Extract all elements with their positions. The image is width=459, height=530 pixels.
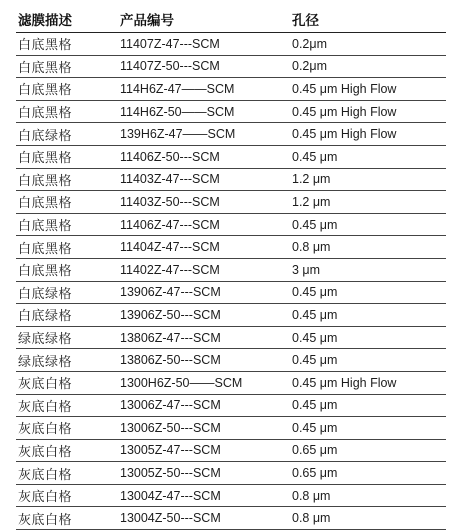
- row-pore: 0.2μm: [292, 36, 327, 51]
- row-description: 绿底绿格: [18, 354, 73, 370]
- row-description: 白底黑格: [18, 38, 73, 54]
- row-code: 11402Z-47---SCM: [120, 262, 220, 277]
- row-code: 11406Z-50---SCM: [120, 149, 220, 164]
- table-row: [16, 33, 446, 56]
- table-row: [16, 101, 446, 124]
- table-row: [16, 259, 446, 282]
- row-code: 13806Z-50---SCM: [120, 353, 221, 368]
- row-pore: 0.45 μm: [292, 420, 338, 435]
- row-pore: 0.45 μm: [292, 149, 338, 164]
- row-code: 13006Z-47---SCM: [120, 398, 221, 413]
- row-description: 白底黑格: [18, 106, 73, 122]
- table-row: [16, 78, 446, 101]
- row-pore: 0.45 μm: [292, 398, 338, 413]
- row-description: 灰底白格: [18, 467, 73, 483]
- table-row: [16, 146, 446, 169]
- row-pore: 1.2 μm: [292, 194, 331, 209]
- row-description: 白底黑格: [18, 151, 73, 167]
- row-pore: 0.8 μm: [292, 511, 331, 526]
- row-description: 灰底白格: [18, 444, 73, 460]
- row-code: 13004Z-47---SCM: [120, 488, 221, 503]
- row-description: 灰底白格: [18, 512, 73, 528]
- table-row: [16, 395, 446, 418]
- row-code: 13005Z-47---SCM: [120, 443, 221, 458]
- row-description: 灰底白格: [18, 490, 73, 506]
- row-pore: 0.45 μm: [292, 353, 338, 368]
- row-description: 白底黑格: [18, 241, 73, 257]
- table-body: [16, 33, 446, 530]
- row-description: 白底黑格: [18, 196, 73, 212]
- row-description: 白底绿格: [18, 286, 73, 302]
- table-row: [16, 123, 446, 146]
- row-code: 13004Z-50---SCM: [120, 511, 221, 526]
- row-pore: 0.45 μm: [292, 217, 338, 232]
- table-row: [16, 462, 446, 485]
- row-description: 白底黑格: [18, 264, 73, 280]
- row-pore: 0.2μm: [292, 59, 327, 74]
- row-description: 白底黑格: [18, 219, 73, 235]
- table-row: [16, 440, 446, 463]
- row-description: 灰底白格: [18, 422, 73, 438]
- row-pore: 0.45 μm: [292, 330, 338, 345]
- header-pore: 孔径: [292, 13, 319, 29]
- row-description: 白底黑格: [18, 60, 73, 76]
- table-row: [16, 507, 446, 530]
- filter-membrane-table: [16, 6, 446, 530]
- row-description: 白底绿格: [18, 309, 73, 325]
- row-pore: 0.45 μm High Flow: [292, 375, 397, 390]
- row-pore: 0.8 μm: [292, 240, 331, 255]
- row-pore: 3 μm: [292, 262, 321, 277]
- row-code: 11403Z-50---SCM: [120, 194, 220, 209]
- header-code: 产品编号: [120, 13, 174, 29]
- table-row: [16, 304, 446, 327]
- row-pore: 0.65 μm: [292, 466, 338, 481]
- table-row: [16, 417, 446, 440]
- row-code: 13906Z-50---SCM: [120, 307, 221, 322]
- table-row: [16, 349, 446, 372]
- row-pore: 0.8 μm: [292, 488, 331, 503]
- row-pore: 0.45 μm: [292, 285, 338, 300]
- row-pore: 0.45 μm High Flow: [292, 81, 397, 96]
- row-pore: 0.65 μm: [292, 443, 338, 458]
- row-code: 114H6Z-50——SCM: [120, 104, 235, 119]
- header-description: 滤膜描述: [18, 13, 72, 29]
- row-description: 白底绿格: [18, 128, 73, 144]
- row-description: 灰底白格: [18, 377, 73, 393]
- row-description: 白底黑格: [18, 173, 73, 189]
- row-code: 1300H6Z-50——SCM: [120, 375, 243, 390]
- row-code: 114H6Z-47——SCM: [120, 81, 235, 96]
- row-description: 绿底绿格: [18, 332, 73, 348]
- row-code: 11406Z-47---SCM: [120, 217, 220, 232]
- table-row: [16, 191, 446, 214]
- table-header: [16, 6, 446, 33]
- row-code: 11403Z-47---SCM: [120, 172, 220, 187]
- row-code: 13005Z-50---SCM: [120, 466, 221, 481]
- table-row: [16, 485, 446, 508]
- table-row: [16, 214, 446, 237]
- table-row: [16, 56, 446, 79]
- row-code: 11407Z-50---SCM: [120, 59, 220, 74]
- row-code: 11407Z-47---SCM: [120, 36, 220, 51]
- row-description: 灰底白格: [18, 399, 73, 415]
- row-pore: 1.2 μm: [292, 172, 331, 187]
- table-row: [16, 282, 446, 305]
- table-row: [16, 327, 446, 350]
- table-row: [16, 169, 446, 192]
- table-row: [16, 372, 446, 395]
- row-code: 13906Z-47---SCM: [120, 285, 221, 300]
- row-pore: 0.45 μm High Flow: [292, 127, 397, 142]
- row-description: 白底黑格: [18, 83, 73, 99]
- row-pore: 0.45 μm High Flow: [292, 104, 397, 119]
- row-code: 13806Z-47---SCM: [120, 330, 221, 345]
- row-code: 13006Z-50---SCM: [120, 420, 221, 435]
- row-pore: 0.45 μm: [292, 307, 338, 322]
- row-code: 139H6Z-47——SCM: [120, 127, 236, 142]
- table-row: [16, 236, 446, 259]
- row-code: 11404Z-47---SCM: [120, 240, 220, 255]
